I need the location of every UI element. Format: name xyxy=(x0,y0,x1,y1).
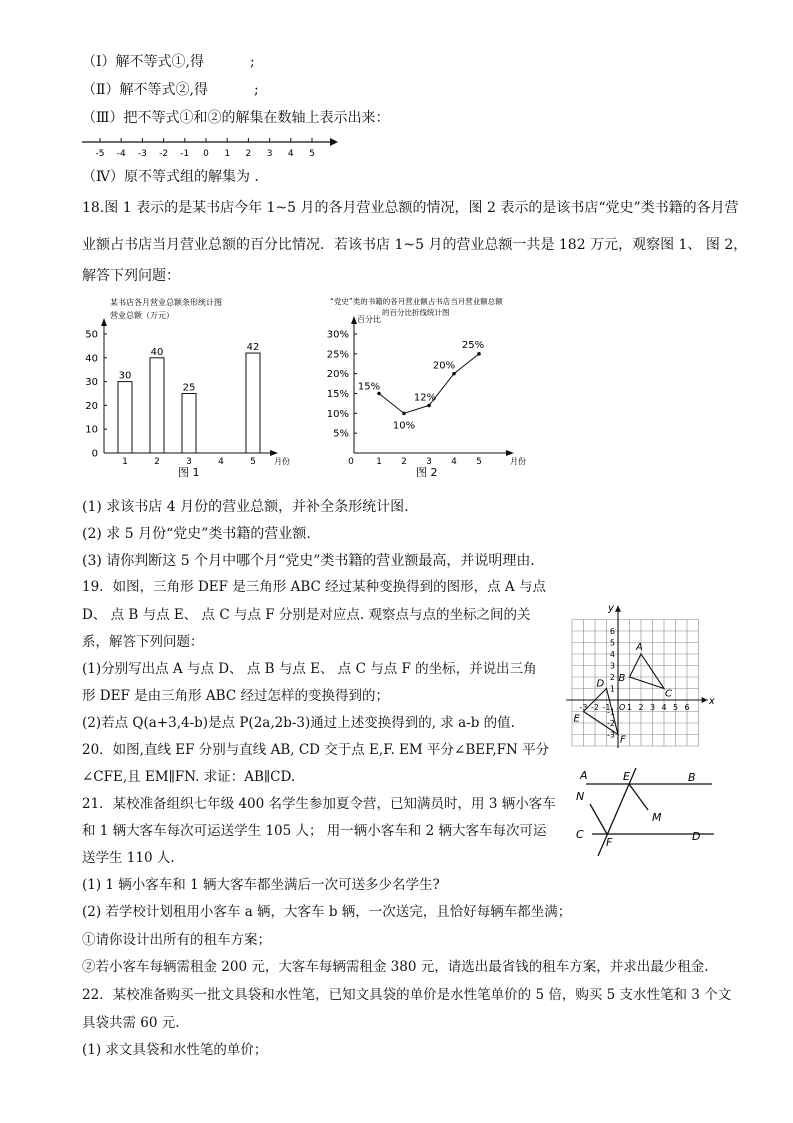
grid-x-tick-label: 3 xyxy=(649,703,656,712)
bar-y-tick-label: 20 xyxy=(85,400,98,412)
grid-x-tick-label: 5 xyxy=(672,703,679,712)
q17-step2 xyxy=(82,80,259,100)
line-point-month-4 xyxy=(452,372,456,376)
q22-line3: (1) 求文具袋和水性笔的单价； xyxy=(82,1042,268,1058)
line-x-tick-label: 3 xyxy=(426,457,432,467)
line-point-month-5 xyxy=(477,352,481,356)
number-line-label: -4 xyxy=(116,149,126,159)
bar-y-tick-label: 50 xyxy=(85,329,98,341)
coordinate-grid-figure xyxy=(562,576,742,748)
number-line-label: 5 xyxy=(309,149,315,159)
point-b-label: B xyxy=(618,673,626,684)
ray-em xyxy=(629,784,648,810)
point-a-label: A xyxy=(636,642,643,653)
bar-x-tick-label: 5 xyxy=(250,457,256,467)
q22-line2: 具袋共需 60 元. xyxy=(82,1015,180,1031)
line-y-tick-label: 15% xyxy=(326,389,349,400)
point-c-label: C xyxy=(665,688,672,700)
q17-step1 xyxy=(82,52,255,72)
label-m: M xyxy=(652,811,662,824)
label-b: B xyxy=(688,771,696,784)
bar-mark-month-2 xyxy=(150,358,164,453)
line-value-label: 15% xyxy=(357,381,381,393)
ray-fn xyxy=(590,804,607,834)
q18-intro-2: 业额占书店当月营业总额的百分比情况．若该书店 1~5 月的营业总额一共是 182 万元，观察图 1、 图 2， xyxy=(82,237,748,253)
bar-x-tick-label: 3 xyxy=(186,457,192,467)
q21-line5: (2) 若学校计划租用小客车 a 辆，大客车 b 辆，一次送完，且恰好每辆车都坐满； xyxy=(82,904,572,920)
q18-intro-3: 解答下列问题： xyxy=(82,268,180,284)
line-value-label: 25% xyxy=(461,339,485,351)
bar-y-tick-label: 0 xyxy=(91,448,98,460)
q21-line2: 和 1 辆大客车每次可运送学生 105 人； 用一辆小客车和 2 辆大客车每次可运 xyxy=(82,823,547,839)
point-e-label: E xyxy=(573,713,580,725)
number-line-label: -2 xyxy=(159,149,169,159)
line-value-label: 10% xyxy=(392,420,416,432)
grid-x-tick-label: -2 xyxy=(591,703,599,712)
label-c: C xyxy=(576,828,584,841)
bar-y-tick-label: 30 xyxy=(85,377,98,389)
q19-line5: 形 DEF 是由三角形 ABC 经过怎样的变换得到的； xyxy=(82,688,389,704)
bar-x-tick-label: 2 xyxy=(154,457,160,467)
line-x-tick-label: 5 xyxy=(476,457,482,467)
bar-chart-ylabel: 营业总额（万元） xyxy=(110,311,174,320)
bar-value-label: 40 xyxy=(150,346,164,358)
number-line-label: 2 xyxy=(245,149,252,159)
number-line-label: 0 xyxy=(203,149,209,159)
q20-line2: ∠CFE,且 EM∥FN. 求证：AB∥CD. xyxy=(82,769,296,785)
triangle-abc xyxy=(630,654,665,689)
line-x-tick-label: 2 xyxy=(401,457,407,467)
line-chart-ylabel: 百分比 xyxy=(357,315,381,324)
bar-value-label: 42 xyxy=(246,342,260,354)
label-f: F xyxy=(606,836,613,849)
line-chart-title-2: 的百分比折线统计图 xyxy=(382,308,450,317)
q19-line6: (2)若点 Q(a+3,4-b)是点 P(2a,2b-3)通过上述变换得到的, 求 a-b 的值. xyxy=(82,715,515,731)
q17-step3: （Ⅲ）把不等式①和②的解集在数轴上表示出来： xyxy=(82,110,390,126)
line-chart-figure xyxy=(322,296,542,482)
line-chart-caption: 图 2 xyxy=(416,466,438,479)
grid-x-tick-label: -3 xyxy=(579,703,588,712)
bar-value-label: 30 xyxy=(118,370,132,382)
line-chart-title-1: “党史”类的书籍的各月营业额占书店当月营业额总额 xyxy=(330,297,503,306)
line-x-tick-label: 0 xyxy=(348,457,354,467)
number-line xyxy=(82,136,342,166)
q18-sub3: (3) 请你判断这 5 个月中哪个月“党史”类书籍的营业额最高，并说明理由. xyxy=(82,553,535,569)
grid-y-tick-label: 4 xyxy=(609,650,615,659)
q19-line2: D、 点 B 与点 E、 点 C 与点 F 分别是对应点. 观察点与点的坐标之间的关 xyxy=(82,607,531,623)
q21-line7: ②若小客车每辆需租金 200 元，大客车每辆需租金 380 元，请选出最省钱的租车方案，并求出最少租金. xyxy=(82,959,709,975)
grid-y-tick-label: -3 xyxy=(607,730,615,740)
q17-step2-end: ; xyxy=(253,82,259,98)
q21-line1: 21．某校准备组织七年级 400 名学生参加夏令营，已知满员时，用 3 辆小客车 xyxy=(82,796,556,812)
q21-line4: (1) 1 辆小客车和 1 辆大客车都坐满后一次可送多少名学生? xyxy=(82,877,440,893)
grid-y-tick-label: -1 xyxy=(607,707,615,717)
number-line-label: -5 xyxy=(95,149,105,159)
bar-mark-month-5 xyxy=(246,353,260,453)
number-line-label: -3 xyxy=(137,149,147,159)
label-n: N xyxy=(576,790,585,803)
bar-chart-caption: 图 1 xyxy=(178,466,200,479)
number-line-label: -1 xyxy=(180,149,190,159)
grid-x-tick-label: -1 xyxy=(602,703,611,712)
number-line-label: 1 xyxy=(224,149,231,159)
q17-step1-text: （Ⅰ）解不等式①,得 xyxy=(82,54,204,70)
q18-sub2: (2) 求 5 月份“党史”类书籍的营业额. xyxy=(82,526,311,542)
label-d: D xyxy=(692,830,701,843)
grid-x-tick-label: 2 xyxy=(638,703,644,712)
grid-x-tick-label: 6 xyxy=(684,703,690,712)
label-a: A xyxy=(580,769,588,782)
number-line-label: 4 xyxy=(287,149,294,159)
grid-x-arrow xyxy=(702,697,708,703)
grid-x-tick-label: 1 xyxy=(626,703,633,712)
line-value-label: 12% xyxy=(413,392,437,404)
q20-line1: 20．如图,直线 EF 分别与直线 AB, CD 交于点 E,F. EM 平分∠BEF,FN 平分 xyxy=(82,742,550,758)
q17-step4: （Ⅳ）原不等式组的解集为 . xyxy=(82,169,259,185)
grid-y-tick-label: 3 xyxy=(609,661,615,671)
point-f-label: F xyxy=(620,734,626,746)
q19-line4: (1)分别写出点 A 与点 D、 点 B 与点 E、 点 C 与点 F 的坐标，并说出三角 xyxy=(82,661,537,677)
line-x-tick-label: 4 xyxy=(451,457,457,467)
bar-x-tick-label: 4 xyxy=(218,457,224,467)
q19-line1: 19．如图，三角形 DEF 是三角形 ABC 经过某种变换得到的图形，点 A 与点 xyxy=(82,579,546,595)
line-y-tick-label: 20% xyxy=(326,369,349,381)
bar-x-tick-label: 1 xyxy=(122,457,128,467)
label-e: E xyxy=(623,770,630,783)
q19-line3: 系，解答下列问题： xyxy=(82,634,204,650)
bar-mark-month-3 xyxy=(182,394,196,454)
bar-y-tick-label: 10 xyxy=(85,424,98,436)
q18-intro-1: 18.图 1 表示的是某书店今年 1~5 月的各月营业总额的情况，图 2 表示的是该书店“党史”类书籍的各月营 xyxy=(82,200,739,216)
point-d-label: D xyxy=(596,678,605,690)
grid-y-tick-label: 6 xyxy=(609,627,615,636)
grid-x-tick-label: 4 xyxy=(661,703,667,712)
bar-chart-title: 某书店各月营业总额条形统计图 xyxy=(110,298,222,307)
bar-value-label: 25 xyxy=(182,382,196,394)
grid-origin-label: O xyxy=(619,703,626,712)
q21-line6: ①请你设计出所有的租车方案； xyxy=(82,932,271,948)
bar-mark-month-1 xyxy=(118,382,132,453)
line-y-tick-label: 5% xyxy=(333,428,349,440)
q17-step2-text: （Ⅱ）解不等式②,得 xyxy=(82,82,208,98)
q18-sub1: (1) 求该书店 4 月份的营业总额，并补全条形统计图. xyxy=(82,499,409,515)
line-chart-xlabel: 月份 xyxy=(510,457,526,466)
grid-y-tick-label: -2 xyxy=(607,719,615,728)
grid-y-label: y xyxy=(608,602,614,614)
grid-y-tick-label: 5 xyxy=(609,638,615,648)
line-y-tick-label: 30% xyxy=(326,329,349,341)
grid-y-tick-label: 1 xyxy=(609,684,615,694)
grid-x-label: x xyxy=(708,696,715,707)
grid-y-tick-label: 2 xyxy=(609,673,615,682)
grid-y-arrow xyxy=(615,606,621,612)
line-y-tick-label: 25% xyxy=(326,349,349,361)
q21-line3: 送学生 110 人. xyxy=(82,850,175,866)
number-line-label: 3 xyxy=(266,149,273,159)
bar-chart-xlabel: 月份 xyxy=(274,457,290,466)
line-value-label: 20% xyxy=(432,360,456,372)
line-ef xyxy=(598,768,636,856)
bar-chart-figure xyxy=(84,296,304,482)
line-y-tick-label: 10% xyxy=(326,408,349,420)
line-x-tick-label: 1 xyxy=(376,457,382,467)
q17-step1-end: ; xyxy=(249,54,255,70)
line-point-month-2 xyxy=(402,412,406,416)
q22-line1: 22．某校准备购买一批文具袋和水性笔，已知文具袋的单价是水性笔单价的 5 倍，购买 5 支水性笔和 3 个文 xyxy=(82,987,732,1003)
parallel-lines-figure xyxy=(572,766,722,858)
bar-y-tick-label: 40 xyxy=(85,353,98,365)
line-point-month-3 xyxy=(427,404,431,408)
